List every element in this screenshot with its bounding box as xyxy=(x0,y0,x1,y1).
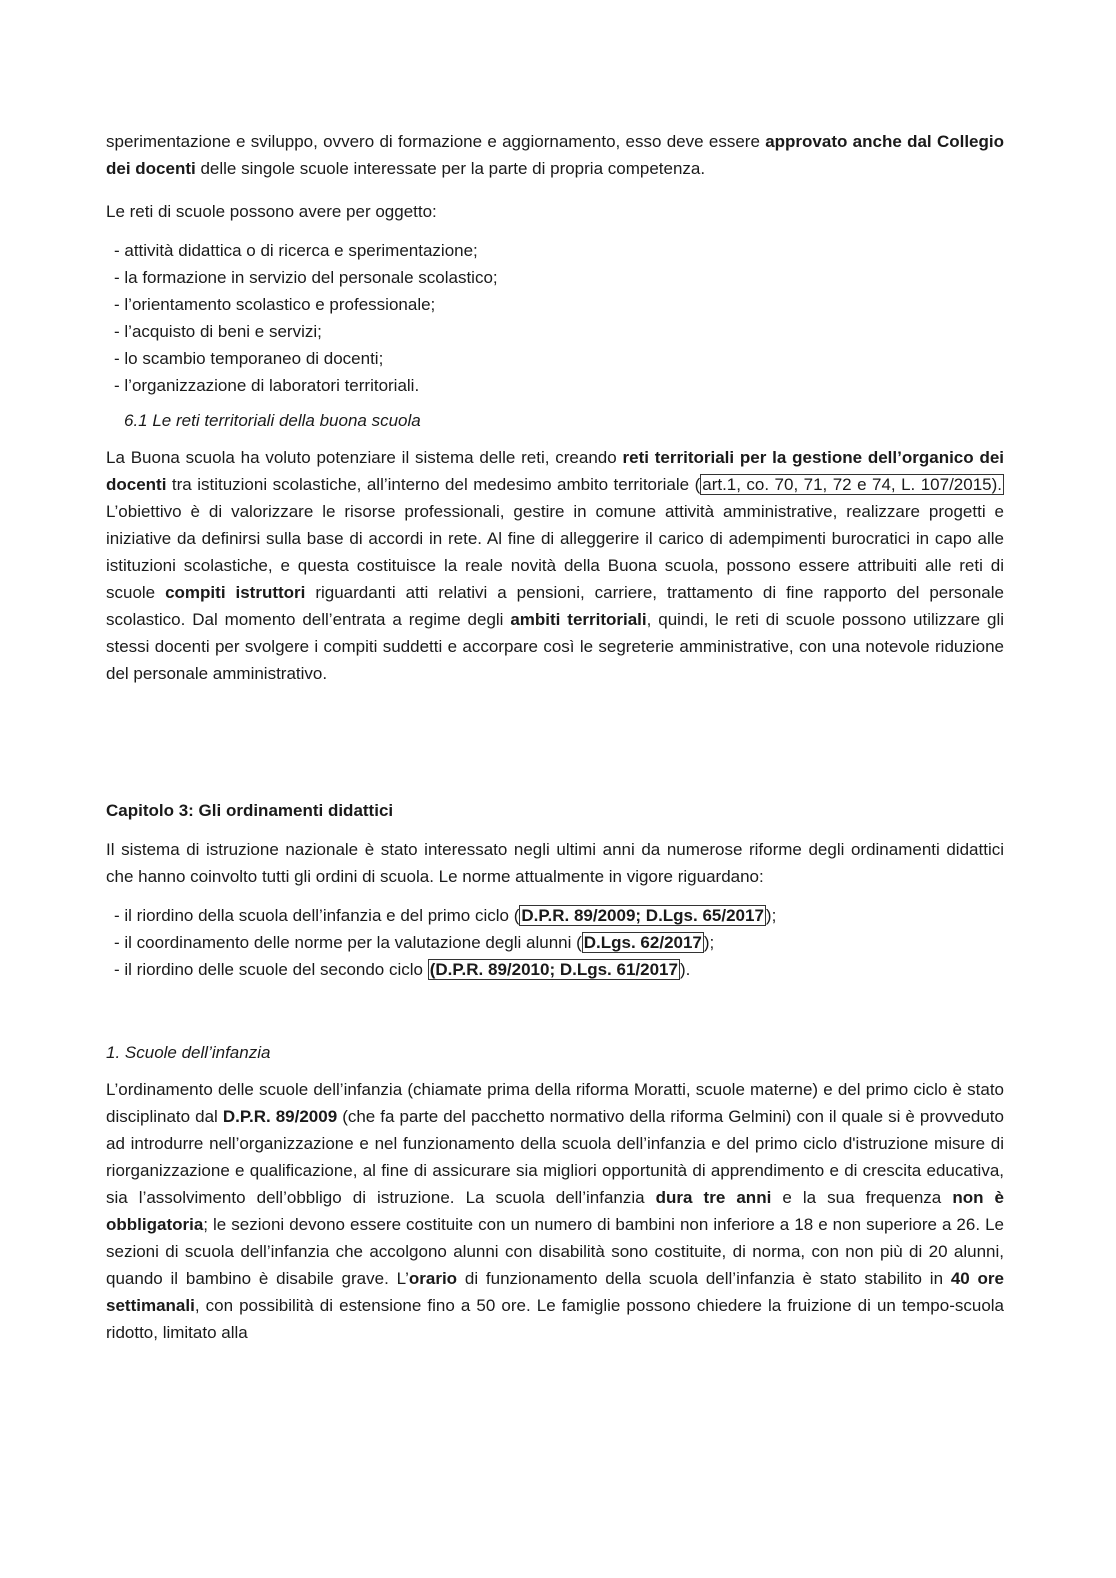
bold-run: reti territoriali per la gestione dell’organico dei docenti xyxy=(106,448,1005,494)
spacer xyxy=(106,687,1004,797)
list-item: - la formazione in servizio del personale scolastico; xyxy=(114,268,498,287)
text-run: L’obiettivo è di valorizzare le risorse professionali, gestire in comune attività amministrative, realizzare progetti e iniziative da definirsi sulla base di accordi in rete. Al fine di alleggerire il carico di adempimenti burocratici in capo alle istituzioni scolastiche, e questa costituisce la reale novità della Buona scuola, possono essere attribuiti alle reti di scuole xyxy=(106,502,1004,602)
text-run: - il coordinamento delle norme per la valutazione degli alunni ( xyxy=(114,933,582,952)
text-run: - il riordino delle scuole del secondo ciclo xyxy=(114,960,428,979)
lead-paragraph xyxy=(106,128,1004,182)
text-run: ); xyxy=(765,906,777,925)
list-item xyxy=(106,902,1004,929)
text-run: ). xyxy=(679,960,691,979)
norme-list xyxy=(106,902,1004,983)
infanzia-paragraph xyxy=(106,1076,1004,1346)
text-run: delle singole scuole interessate per la parte di propria competenza. xyxy=(195,159,706,178)
chapter-intro: Il sistema di istruzione nazionale è stato interessato negli ultimi anni da numerose riforme degli ordinamenti didattici che hanno coinvolto tutti gli ordini di scuola. Le norme attualmente in vigore riguardano: xyxy=(106,840,1004,886)
law-reference-link[interactable]: (D.P.R. 89/2010; D.Lgs. 61/2017 xyxy=(429,960,678,979)
bold-run: non è obbligatoria xyxy=(106,1188,1004,1234)
text-run: L’ordinamento delle scuole dell’infanzia (chiamate prima della riforma Moratti, scuole materne) e del primo ciclo è stato disciplinato dal xyxy=(106,1080,1004,1126)
bold-run: compiti istruttori xyxy=(165,583,306,602)
bold-run: orario xyxy=(408,1269,458,1288)
bold-run: 40 ore settimanali xyxy=(106,1269,1004,1315)
list-item: - l’organizzazione di laboratori territoriali. xyxy=(114,376,420,395)
text-run: La Buona scuola ha voluto potenziare il sistema delle reti, creando xyxy=(106,448,623,467)
bold-run: D.P.R. 89/2009 xyxy=(222,1107,338,1126)
buona-scuola-paragraph xyxy=(106,444,1004,687)
text-run: tra istituzioni scolastiche, all’interno del medesimo ambito territoriale ( xyxy=(166,475,701,494)
text-run: sperimentazione e sviluppo, ovvero di formazione e aggiornamento, esso deve essere xyxy=(106,132,766,151)
bold-run: dura tre anni xyxy=(655,1188,772,1207)
text-run: e la sua frequenza xyxy=(771,1188,953,1207)
law-reference-link[interactable]: art.1, co. 70, 71, 72 e 74, L. 107/2015). xyxy=(702,475,1002,494)
section-heading-reti-territoriali: 6.1 Le reti territoriali della buona scuola xyxy=(124,411,421,430)
section-heading-infanzia: 1. Scuole dell’infanzia xyxy=(106,1043,271,1062)
reti-intro: Le reti di scuole possono avere per oggetto: xyxy=(106,202,437,221)
spacer xyxy=(106,991,1004,1039)
list-item xyxy=(106,929,1004,956)
list-item: - attività didattica o di ricerca e sperimentazione; xyxy=(114,241,478,260)
text-run: ); xyxy=(703,933,715,952)
chapter-title: Capitolo 3: Gli ordinamenti didattici xyxy=(106,801,394,820)
text-run: di funzionamento della scuola dell’infanzia è stato stabilito in xyxy=(457,1269,951,1288)
text-run: (che fa parte del pacchetto normativo della riforma Gelmini) con il quale si è provveduto ad introdurre nell’organizzazione e nel funzionamento della scuola dell’infanzia e del primo ciclo d'istruzione misure di riorganizzazione e qualificazione, al fine di assicurare sia migliori opportunità di apprendimento e di crescita educativa, sia l’assolvimento dell’obbligo di istruzione. La scuola dell’infanzia xyxy=(106,1107,1004,1207)
text-run: - il riordino della scuola dell’infanzia e del primo ciclo ( xyxy=(114,906,520,925)
law-reference-link[interactable]: D.Lgs. 62/2017 xyxy=(583,933,702,952)
document-page xyxy=(106,128,1004,1346)
text-run: riguardanti atti relativi a pensioni, carriere, trattamento di fine rapporto del personale scolastico. Dal momento dell’entrata a regime degli xyxy=(106,583,1004,629)
text-run: , quindi, le reti di scuole possono utilizzare gli stessi docenti per svolgere i compiti suddetti e accorpare così le segreterie amministrative, con una notevole riduzione del personale amministrativo. xyxy=(106,610,1005,683)
bold-run: ambiti territoriali xyxy=(510,610,647,629)
list-item: - l’acquisto di beni e servizi; xyxy=(114,322,322,341)
text-run: ; le sezioni devono essere costituite con un numero di bambini non inferiore a 18 e non superiore a 26. Le sezioni di scuola dell’infanzia che accolgono alunni con disabilità sono costituite, di norma, con non più di 20 alunni, quando il bambino è disabile grave. L’ xyxy=(106,1215,1004,1288)
law-reference-link[interactable]: D.P.R. 89/2009; D.Lgs. 65/2017 xyxy=(521,906,764,925)
list-item: - lo scambio temporaneo di docenti; xyxy=(114,349,384,368)
list-item xyxy=(106,956,1004,983)
bold-run: approvato anche dal Collegio dei docenti xyxy=(106,132,1004,178)
list-item: - l’orientamento scolastico e professionale; xyxy=(114,295,436,314)
text-run: , con possibilità di estensione fino a 50 ore. Le famiglie possono chiedere la fruizione di un tempo-scuola ridotto, limitato alla xyxy=(106,1296,1004,1342)
reti-list xyxy=(106,237,1004,399)
